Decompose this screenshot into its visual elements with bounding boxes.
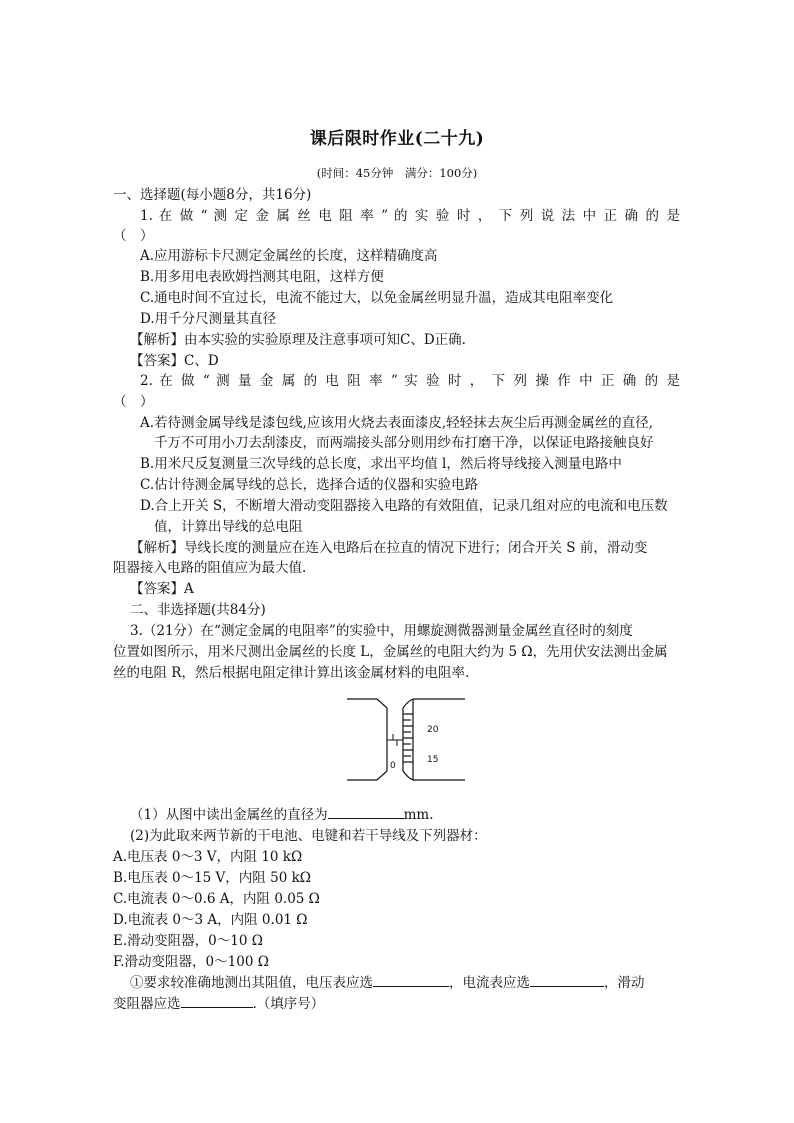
answer-tag: 【答案】 bbox=[130, 353, 184, 369]
question-1-stem: 1. 在 做 “ 测 定 金 属 丝 电 阻 率 ” 的 实 验 时 ， 下 列 说 法 中 正 确 的 是 bbox=[140, 208, 680, 224]
ask-rheostat-label: 变阻器应选 bbox=[113, 996, 181, 1012]
question-2-option-b: B.用米尺反复测量三次导线的总长度，求出平均值 l，然后将导线接入测量电路中 bbox=[140, 456, 622, 472]
micrometer-thimble bbox=[347, 699, 387, 780]
equipment-option-a: A.电压表 0～3 V，内阻 10 kΩ bbox=[113, 849, 303, 865]
fill-in-hint: .（填序号） bbox=[252, 996, 325, 1012]
scale-label-0: 0 bbox=[390, 761, 396, 771]
question-3-para-line2: 位置如图所示，用米尺测出金属丝的长度 L，金属丝的电阻大约为 5 Ω，先用伏安法测出金属 bbox=[113, 644, 668, 660]
time-score-info: (时间：45分钟 满分：100分) bbox=[316, 166, 478, 180]
question-2-stem: 2. 在 做 “ 测 量 金 属 的 电 阻 率 ” 实 验 时 ， 下 列 操 作 中 正 确 的 是 bbox=[140, 373, 680, 389]
equipment-option-e: E.滑动变阻器，0～10 Ω bbox=[113, 933, 263, 949]
question-2-option-d-line1: D.合上开关 S，不断增大滑动变阻器接入电路的有效阻值，记录几组对应的电流和电压数 bbox=[140, 498, 668, 514]
question-3-para-line3: 丝的电阻 R，然后根据电阻定律计算出该金属材料的电阻率. bbox=[113, 665, 470, 681]
question-2-analysis-line1 bbox=[130, 539, 647, 557]
question-2-answer bbox=[130, 580, 194, 598]
sub1-unit: mm. bbox=[403, 807, 434, 823]
answer-text: C、D bbox=[184, 353, 219, 369]
analysis-text: 由本实验的实验原理及注意事项可知C、D正确. bbox=[184, 332, 466, 348]
micrometer-main-scale bbox=[387, 734, 403, 746]
analysis-text: 导线长度的测量应在连入电路后在拉直的情况下进行；闭合开关 S 前，滑动变 bbox=[184, 540, 648, 556]
question-3-ask-line1 bbox=[130, 974, 645, 992]
ask-voltmeter-prompt: ①要求较准确地测出其阻值，电压表应选 bbox=[130, 975, 373, 991]
question-2-option-c: C.估计待测金属导线的总长，选择合适的仪器和实验电路 bbox=[140, 477, 479, 493]
equipment-option-b: B.电压表 0～15 V，内阻 50 kΩ bbox=[113, 870, 311, 886]
ask-rheostat-prompt: ，滑动 bbox=[604, 975, 645, 991]
sub1-prompt: （1）从图中读出金属丝的直径为 bbox=[130, 807, 328, 823]
question-2-option-d-line2: 值，计算出导线的总电阻 bbox=[154, 519, 303, 535]
question-1-option-a: A.应用游标卡尺测定金属丝的长度，这样精确度高 bbox=[140, 248, 438, 264]
micrometer-circular-scale bbox=[403, 699, 465, 780]
question-3-ask-line2 bbox=[113, 995, 324, 1013]
question-3-sub2: (2)为此取来两节新的干电池、电键和若干导线及下列器材： bbox=[130, 828, 487, 844]
scale-label-15: 15 bbox=[427, 755, 439, 765]
question-2-paren: （ ） bbox=[113, 394, 154, 410]
section-heading-nonchoice: 二、非选择题(共84分) bbox=[130, 602, 266, 618]
analysis-tag: 【解析】 bbox=[130, 540, 184, 556]
question-2-option-a-line2: 千万不可用小刀去刮漆皮，而两端接头部分则用纱布打磨干净，以保证电路接触良好 bbox=[154, 435, 654, 451]
equipment-option-d: D.电流表 0～3 A，内阻 0.01 Ω bbox=[113, 912, 308, 928]
question-3-para-line1: 3.（21分）在“测定金属的电阻率”的实验中，用螺旋测微器测量金属丝直径时的刻度 bbox=[130, 623, 633, 639]
question-3-sub1 bbox=[130, 806, 434, 824]
micrometer-figure bbox=[345, 696, 475, 786]
question-1-paren: （ ） bbox=[113, 228, 154, 244]
question-2-option-a-line1: A.若待测金属导线是漆包线,应该用火烧去表面漆皮,轻轻抹去灰尘后再测金属丝的直径, bbox=[140, 415, 653, 431]
section-heading-choice: 一、选择题(每小题8分，共16分) bbox=[113, 187, 312, 203]
equipment-option-f: F.滑动变阻器，0～100 Ω bbox=[113, 954, 269, 970]
diameter-answer-blank[interactable] bbox=[328, 806, 404, 819]
equipment-option-c: C.电流表 0～0.6 A，内阻 0.05 Ω bbox=[113, 891, 320, 907]
question-1-option-b: B.用多用电表欧姆挡测其电阻，这样方便 bbox=[140, 269, 384, 285]
question-1-analysis bbox=[130, 331, 466, 349]
ammeter-answer-blank[interactable] bbox=[530, 974, 604, 987]
answer-text: A bbox=[184, 581, 194, 597]
question-1-answer bbox=[130, 352, 219, 370]
scale-label-20: 20 bbox=[427, 725, 439, 735]
answer-tag: 【答案】 bbox=[130, 581, 184, 597]
page-title: 课后限时作业(二十九) bbox=[309, 129, 485, 149]
voltmeter-answer-blank[interactable] bbox=[373, 974, 449, 987]
question-2-analysis-line2: 阻器接入电路的阻值应为最大值. bbox=[113, 560, 307, 576]
question-1-option-d: D.用千分尺测量其直径 bbox=[140, 311, 277, 327]
analysis-tag: 【解析】 bbox=[130, 332, 184, 348]
rheostat-answer-blank[interactable] bbox=[181, 995, 253, 1008]
ask-ammeter-prompt: ，电流表应选 bbox=[449, 975, 530, 991]
question-1-option-c: C.通电时间不宜过长，电流不能过大，以免金属丝明显升温，造成其电阻率变化 bbox=[140, 290, 614, 306]
